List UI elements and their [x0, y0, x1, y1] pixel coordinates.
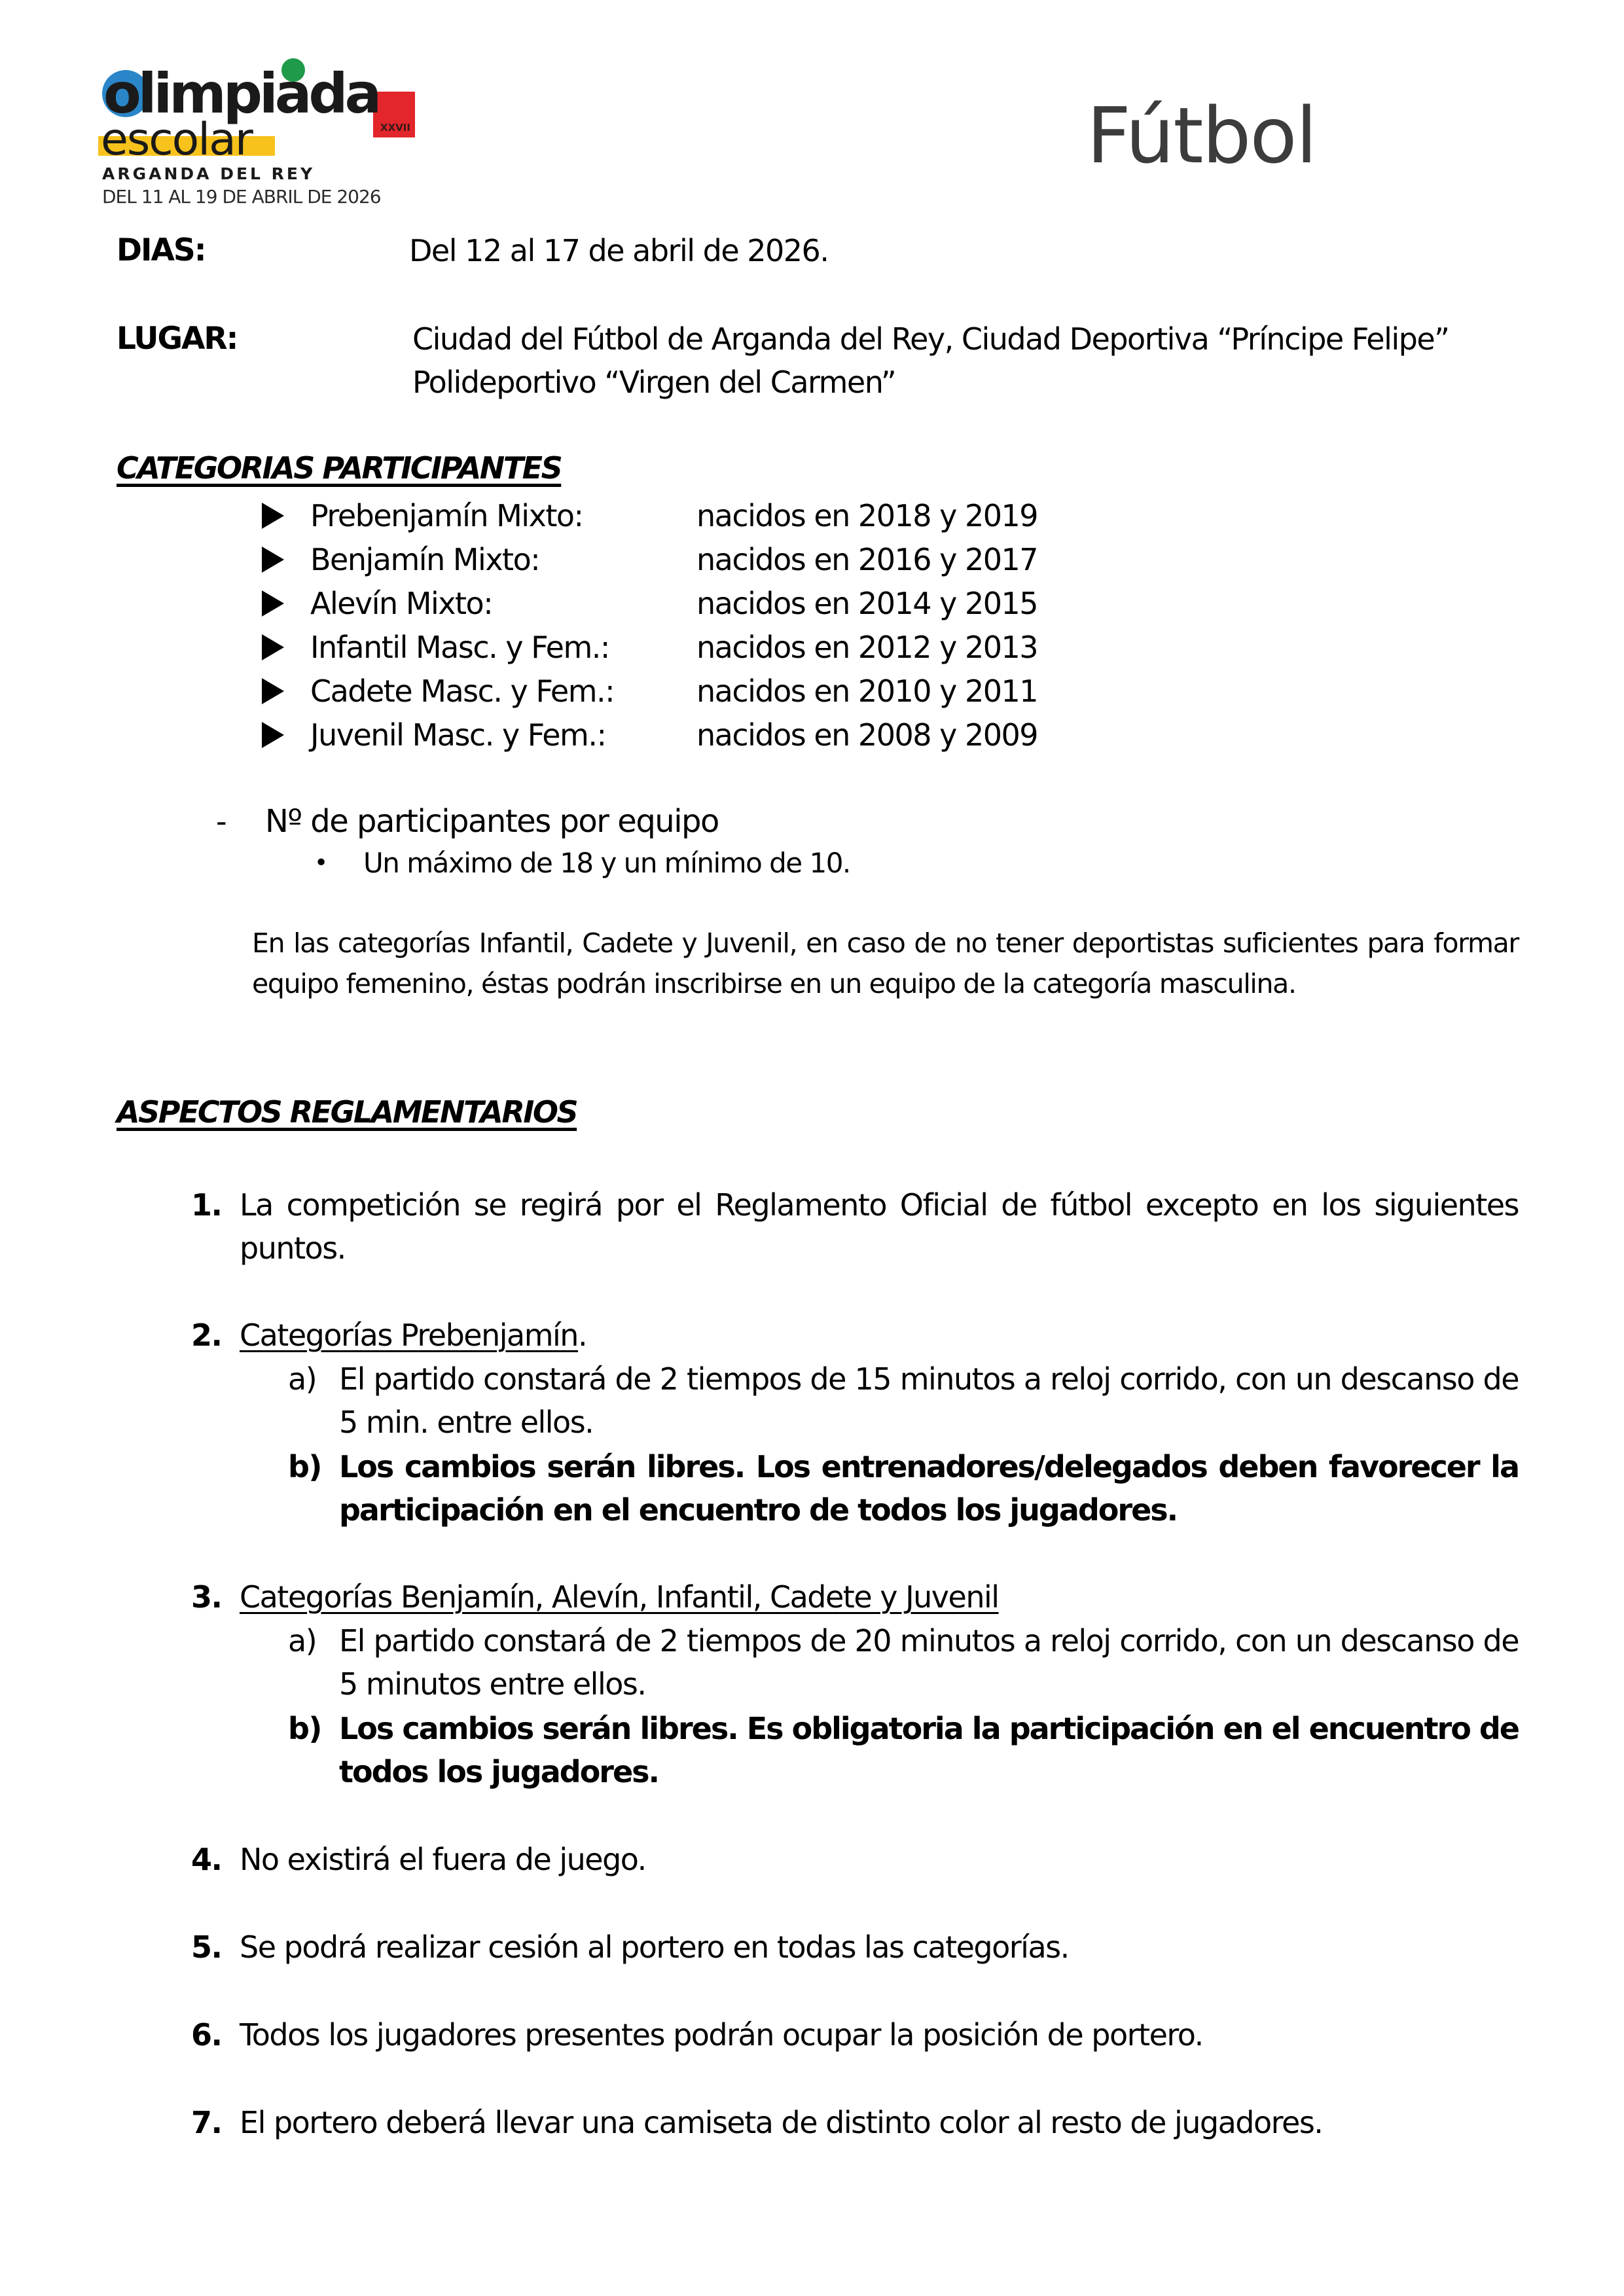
category-name: Alevín Mixto:	[310, 585, 493, 621]
logo-dates: DEL 11 AL 19 DE ABRIL DE 2026	[102, 186, 381, 207]
sub-text: El partido constará de 2 tiempos de 15 minutos a reloj corrido, con un descanso de 5 min. entre ellos.	[339, 1361, 1519, 1440]
logo-graphic	[98, 39, 439, 216]
participantes-heading: Nº de participantes por equipo	[265, 803, 719, 840]
lugar-line-1: Ciudad del Fútbol de Arganda del Rey, Ciudad Deportiva “Príncipe Felipe”	[412, 321, 1449, 357]
rule-number: 3.	[191, 1579, 222, 1615]
category-birth-years: nacidos en 2014 y 2015	[696, 585, 1038, 621]
category-birth-years: nacidos en 2012 y 2013	[696, 629, 1038, 665]
olimpiada-escolar-logo	[98, 39, 439, 216]
sub-letter: a)	[288, 1361, 317, 1397]
rule-text: La competición se regirá por el Reglamento Oficial de fútbol excepto en los siguientes puntos.	[240, 1187, 1519, 1266]
category-name: Juvenil Masc. y Fem.:	[310, 717, 606, 753]
category-name: Benjamín Mixto:	[310, 541, 540, 577]
category-name: Cadete Masc. y Fem.:	[310, 673, 615, 709]
rule-number: 5.	[191, 1929, 222, 1965]
participantes-detail: Un máximo de 18 y un mínimo de 10.	[363, 847, 850, 879]
sub-text: Los cambios serán libres. Es obligatoria la participación en el encuentro de todos los jugadores.	[339, 1711, 1519, 1789]
dias-label: DIAS:	[117, 232, 206, 268]
page-title: Fútbol	[1087, 90, 1316, 181]
rule-text: El portero deberá llevar una camiseta de distinto color al resto de jugadores.	[240, 2105, 1323, 2140]
logo-city: ARGANDA DEL REY	[102, 164, 316, 183]
lugar-line-2: Polideportivo “Virgen del Carmen”	[412, 365, 896, 400]
rule-heading-suffix: .	[577, 1318, 587, 1353]
category-row	[262, 713, 1038, 757]
category-row	[262, 581, 1038, 625]
category-birth-years: nacidos en 2016 y 2017	[696, 541, 1038, 577]
rule-number: 1.	[191, 1187, 222, 1223]
sub-letter: a)	[288, 1623, 317, 1659]
category-row	[262, 625, 1038, 669]
dias-value: Del 12 al 17 de abril de 2026.	[409, 233, 829, 268]
bullet-icon: •	[314, 850, 327, 876]
triangle-bullet-icon	[262, 590, 284, 617]
triangle-bullet-icon	[262, 722, 284, 748]
triangle-bullet-icon	[262, 547, 284, 573]
sub-letter: b)	[288, 1711, 321, 1746]
nota-femenino: En las categorías Infantil, Cadete y Juvenil, en caso de no tener deportistas suficientes para formar equipo femenino, éstas podrán inscribirse en un equipo de la categoría masculina.	[252, 927, 1519, 999]
rule-heading	[240, 1314, 586, 1357]
logo-edition: XXVII	[380, 122, 410, 134]
dash-marker: -	[216, 804, 226, 839]
rule-text: No existirá el fuera de juego.	[240, 1842, 646, 1877]
rule-number: 4.	[191, 1842, 222, 1877]
category-birth-years: nacidos en 2018 y 2019	[696, 497, 1038, 533]
rule-number: 2.	[191, 1318, 222, 1353]
triangle-bullet-icon	[262, 503, 284, 529]
category-birth-years: nacidos en 2010 y 2011	[696, 673, 1038, 709]
triangle-bullet-icon	[262, 634, 284, 660]
logo-word-escolar: escolar	[101, 114, 252, 166]
lugar-label: LUGAR:	[117, 321, 238, 357]
categorias-heading: CATEGORIAS PARTICIPANTES	[117, 450, 562, 486]
rule-text: Se podrá realizar cesión al portero en todas las categorías.	[240, 1929, 1069, 1965]
category-row	[262, 537, 1038, 581]
sub-text: El partido constará de 2 tiempos de 20 minutos a reloj corrido, con un descanso de 5 minutos entre ellos.	[339, 1623, 1519, 1702]
sub-letter: b)	[288, 1449, 321, 1484]
category-name: Infantil Masc. y Fem.:	[310, 629, 609, 665]
sub-text: Los cambios serán libres. Los entrenadores/delegados deben favorecer la participación en el encuentro de todos los jugadores.	[339, 1449, 1519, 1528]
category-birth-years: nacidos en 2008 y 2009	[696, 717, 1038, 753]
category-name: Prebenjamín Mixto:	[310, 497, 583, 533]
rule-number: 7.	[191, 2105, 222, 2140]
category-row	[262, 669, 1038, 713]
logo-word-olimpiada: olimpiada	[103, 62, 379, 126]
rule-heading-text: Categorías Benjamín, Alevín, Infantil, Cadete y Juvenil	[240, 1579, 999, 1615]
category-row	[262, 493, 1038, 537]
triangle-bullet-icon	[262, 678, 284, 704]
rule-heading-text: Categorías Prebenjamín	[240, 1318, 578, 1353]
rule-text: Todos los jugadores presentes podrán ocupar la posición de portero.	[240, 2017, 1203, 2053]
reglamento-heading: ASPECTOS REGLAMENTARIOS	[117, 1094, 577, 1130]
rule-number: 6.	[191, 2017, 222, 2053]
